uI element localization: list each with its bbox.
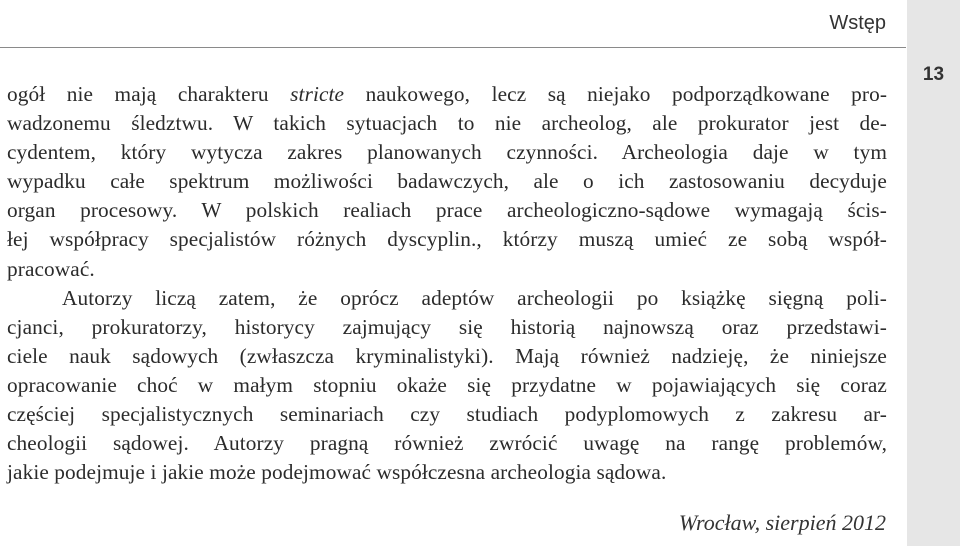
page-number: 13 (922, 64, 945, 85)
text-line: cydentem, który wytycza zakres planowanych czynności. Archeologia daje w tym (7, 140, 887, 165)
text-line: łej współpracy specjalistów różnych dyscyplin., którzy muszą umieć ze sobą współ- (7, 227, 887, 252)
text-line: cheologii sądowej. Autorzy pragną również zwrócić uwagę na rangę problemów, (7, 431, 887, 456)
text-line: wadzonemu śledztwu. W takich sytuacjach to nie archeolog, ale prokurator jest de- (7, 111, 887, 136)
text-span: naukowego, lecz są niejako podporządkowane pro- (344, 82, 888, 106)
paragraph-2 (7, 284, 887, 488)
text-line: częściej specjalistycznych seminariach czy studiach podyplomowych z zakresu ar- (7, 402, 887, 427)
running-head: Wstęp (829, 12, 886, 34)
text-line: organ procesowy. W polskich realiach prace archeologiczno-sądowe wymagają ścis- (7, 198, 887, 223)
text-line (7, 80, 887, 109)
text-line: ciele nauk sądowych (zwłaszcza kryminalistyki). Mają również nadzieję, że niniejsze (7, 343, 887, 368)
place-date-signature: Wrocław, sierpień 2012 (678, 510, 886, 535)
text-line: wypadku całe spektrum możliwości badawczych, ale o ich zastosowaniu decyduje (7, 169, 887, 194)
text-line: pracować. (7, 256, 95, 281)
header-rule (0, 47, 906, 48)
text-line: opracowanie choć w małym stopniu okaże się przydatne w pojawiających się coraz (7, 372, 887, 397)
text-line: cjanci, prokuratorzy, historycy zajmujący się historią najnowszą oraz przedstawi- (7, 314, 887, 339)
paragraph-1 (7, 80, 887, 284)
italic-term: stricte (290, 82, 345, 106)
text-line: Autorzy liczą zatem, że oprócz adeptów archeologii po książkę sięgną poli- (62, 285, 887, 310)
body-text (7, 80, 887, 487)
text-line: jakie podejmuje i jakie może podejmować współczesna archeologia sądowa. (7, 460, 667, 485)
text-span: ogół nie mają charakteru (7, 82, 291, 106)
